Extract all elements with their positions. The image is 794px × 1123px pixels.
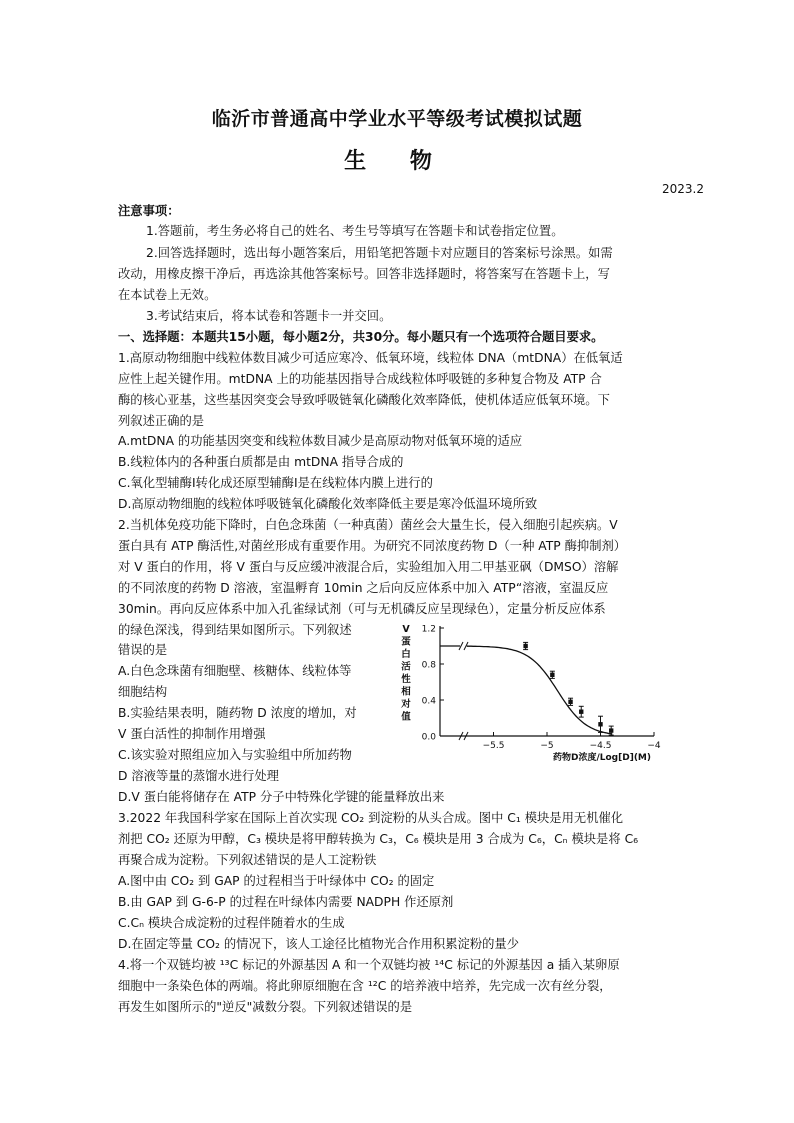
q2-stem: 对 V 蛋白的作用，将 V 蛋白与反应缓冲液混合后，实验组加入用二甲基亚砜（DMSO）溶解 [118,560,619,574]
notice-line: 3.考试结束后，将本试卷和答题卡一并交回。 [146,309,392,323]
data-point [550,673,554,677]
q2-option-a: A.白色念珠菌有细胞壁、核糖体、线粒体等 [118,664,352,678]
q3-option-d: D.在固定等量 CO₂ 的情况下，该人工途径比植物光合作用积累淀粉的量少 [118,937,520,951]
q2-option-c-cont: D 溶液等量的蒸馏水进行处理 [118,769,279,783]
q3-option-c: C.Cₙ 模块合成淀粉的过程伴随着水的生成 [118,916,345,930]
x-tick-label: −5 [540,741,554,751]
q1-option-a: A.mtDNA 的功能基因突变和线粒体数目减少是高原动物对低氧环境的适应 [118,434,523,448]
y-tick-label: 0.4 [421,696,436,707]
q2-stem: 蛋白具有 ATP 酶活性,对菌丝形成有重要作用。为研究不同浓度药物 D（一种 ATP 酶抑制剂） [118,539,627,553]
q2-option-b: B.实验结果表明，随药物 D 浓度的增加，对 [118,706,357,720]
x-tick-label: −4 [647,741,661,751]
q1-stem: 列叙述正确的是 [118,414,205,428]
exam-date: 2023.2 [662,182,704,196]
data-point [568,700,572,704]
q2-stem: 的绿色深浅，得到结果如图所示。下列叙述 [118,623,352,637]
q1-stem: 酶的核心亚基，这些基因突变会导致呼吸链氧化磷酸化效率降低，使机体适应低氧环境。下 [118,393,610,407]
q2-stem: 的不同浓度的药物 D 溶液，室温孵育 10min 之后向反应体系中加入 ATP“溶液，室温反应 [118,581,609,595]
y-tick-label: 0.8 [421,660,436,671]
subject-title: 生 物 [344,148,450,174]
q4-stem: 再发生如图所示的"逆反"减数分裂。下列叙述错误的是 [118,1000,413,1014]
q1-stem: 应性上起关键作用。mtDNA 上的功能基因指导合成线粒体呼吸链的多种复合物及 ATP 合 [118,372,602,386]
q2-stem: 错误的是 [118,643,168,657]
q2-option-c: C.该实验对照组应加入与实验组中所加药物 [118,748,352,762]
q2-option-a-cont: 细胞结构 [118,685,168,699]
section-heading: 一、选择题：本题共15小题，每小题2分，共30分。每小题只有一个选项符合题目要求。 [118,330,604,344]
x-tick-label: −4.5 [589,741,612,751]
x-tick-label: −5.5 [482,741,505,751]
exam-title: 临沂市普通高中学业水平等级考试模拟试题 [211,108,583,130]
q2-option-d: D.V 蛋白能将储存在 ATP 分子中特殊化学键的能量释放出来 [118,790,445,804]
data-point [523,644,527,648]
y-tick-label: 0.0 [421,732,436,743]
q1-stem: 1.高原动物细胞中线粒体数目减少可适应寒冷、低氧环境，线粒体 DNA（mtDNA）在低氧适 [118,351,623,365]
v-protein-activity-chart [392,616,684,774]
q3-stem: 剂把 CO₂ 还原为甲醇，C₃ 模块是将甲醇转换为 C₃，C₆ 模块是用 3 合成为 C₆，Cₙ 模块是将 C₆ [118,832,639,846]
data-point [598,722,602,726]
q4-stem: 4.将一个双链均被 ¹³C 标记的外源基因 A 和一个双链均被 ¹⁴C 标记的外源基因 a 插入某卵原 [118,958,620,972]
y-axis-label-char: 活 [401,661,411,673]
notice-line: 在本试卷上无效。 [118,288,217,302]
notice-line: 1.答题前，考生务必将自己的姓名、考生号等填写在答题卡和试卷指定位置。 [146,224,564,238]
q1-option-c: C.氧化型辅酶Ⅰ转化成还原型辅酶Ⅰ是在线粒体内膜上进行的 [118,476,433,490]
fit-curve [440,646,612,734]
y-axis-label-char: 白 [401,649,411,660]
y-axis-label-char: 对 [401,699,411,710]
q1-option-b: B.线粒体内的各种蛋白质都是由 mtDNA 指导合成的 [118,455,404,469]
y-axis-label-char: 相 [401,686,411,698]
y-axis-label-char: 蛋 [401,636,411,648]
q2-stem: 2.当机体免疫功能下降时，白色念珠菌（一种真菌）菌丝会大量生长，侵入细胞引起疾病。V [118,518,618,532]
y-axis-label-char: V [402,624,410,635]
q3-stem: 3.2022 年我国科学家在国际上首次实现 CO₂ 到淀粉的从头合成。图中 C₁ 模块是用无机催化 [118,811,624,825]
q3-option-b: B.由 GAP 到 G-6-P 的过程在叶绿体内需要 NADPH 作还原剂 [118,895,454,909]
data-point [609,728,613,732]
q3-option-a: A.图中由 CO₂ 到 GAP 的过程相当于叶绿体中 CO₂ 的固定 [118,874,435,888]
q2-stem: 30min。再向反应体系中加入孔雀绿试剂（可与无机磷反应呈现绿色），定量分析反应体系 [118,602,606,616]
notice-line: 2.回答选择题时，选出每小题答案后，用铅笔把答题卡对应题目的答案标号涂黑。如需 [146,246,613,260]
y-axis-label-char: 值 [401,711,411,723]
q3-stem: 再聚合成为淀粉。下列叙述错误的是人工淀粉铁 [118,853,377,867]
notice-line: 改动，用橡皮擦干净后，再选涂其他答案标号。回答非选择题时，将答案写在答题卡上，写 [118,267,610,281]
data-point [579,710,583,714]
notice-heading: 注意事项： [118,204,180,218]
q4-stem: 细胞中一条染色体的两端。将此卵原细胞在含 ¹²C 的培养液中培养，先完成一次有丝分裂， [118,979,612,993]
q2-option-b-cont: V 蛋白活性的抑制作用增强 [118,727,266,741]
q1-option-d: D.高原动物细胞的线粒体呼吸链氧化磷酸化效率降低主要是寒冷低温环境所致 [118,497,538,511]
y-tick-label: 1.2 [421,624,436,635]
x-axis-label: 药物D浓度/Log[D](M) [553,753,651,763]
y-axis-label-char: 性 [401,674,411,685]
